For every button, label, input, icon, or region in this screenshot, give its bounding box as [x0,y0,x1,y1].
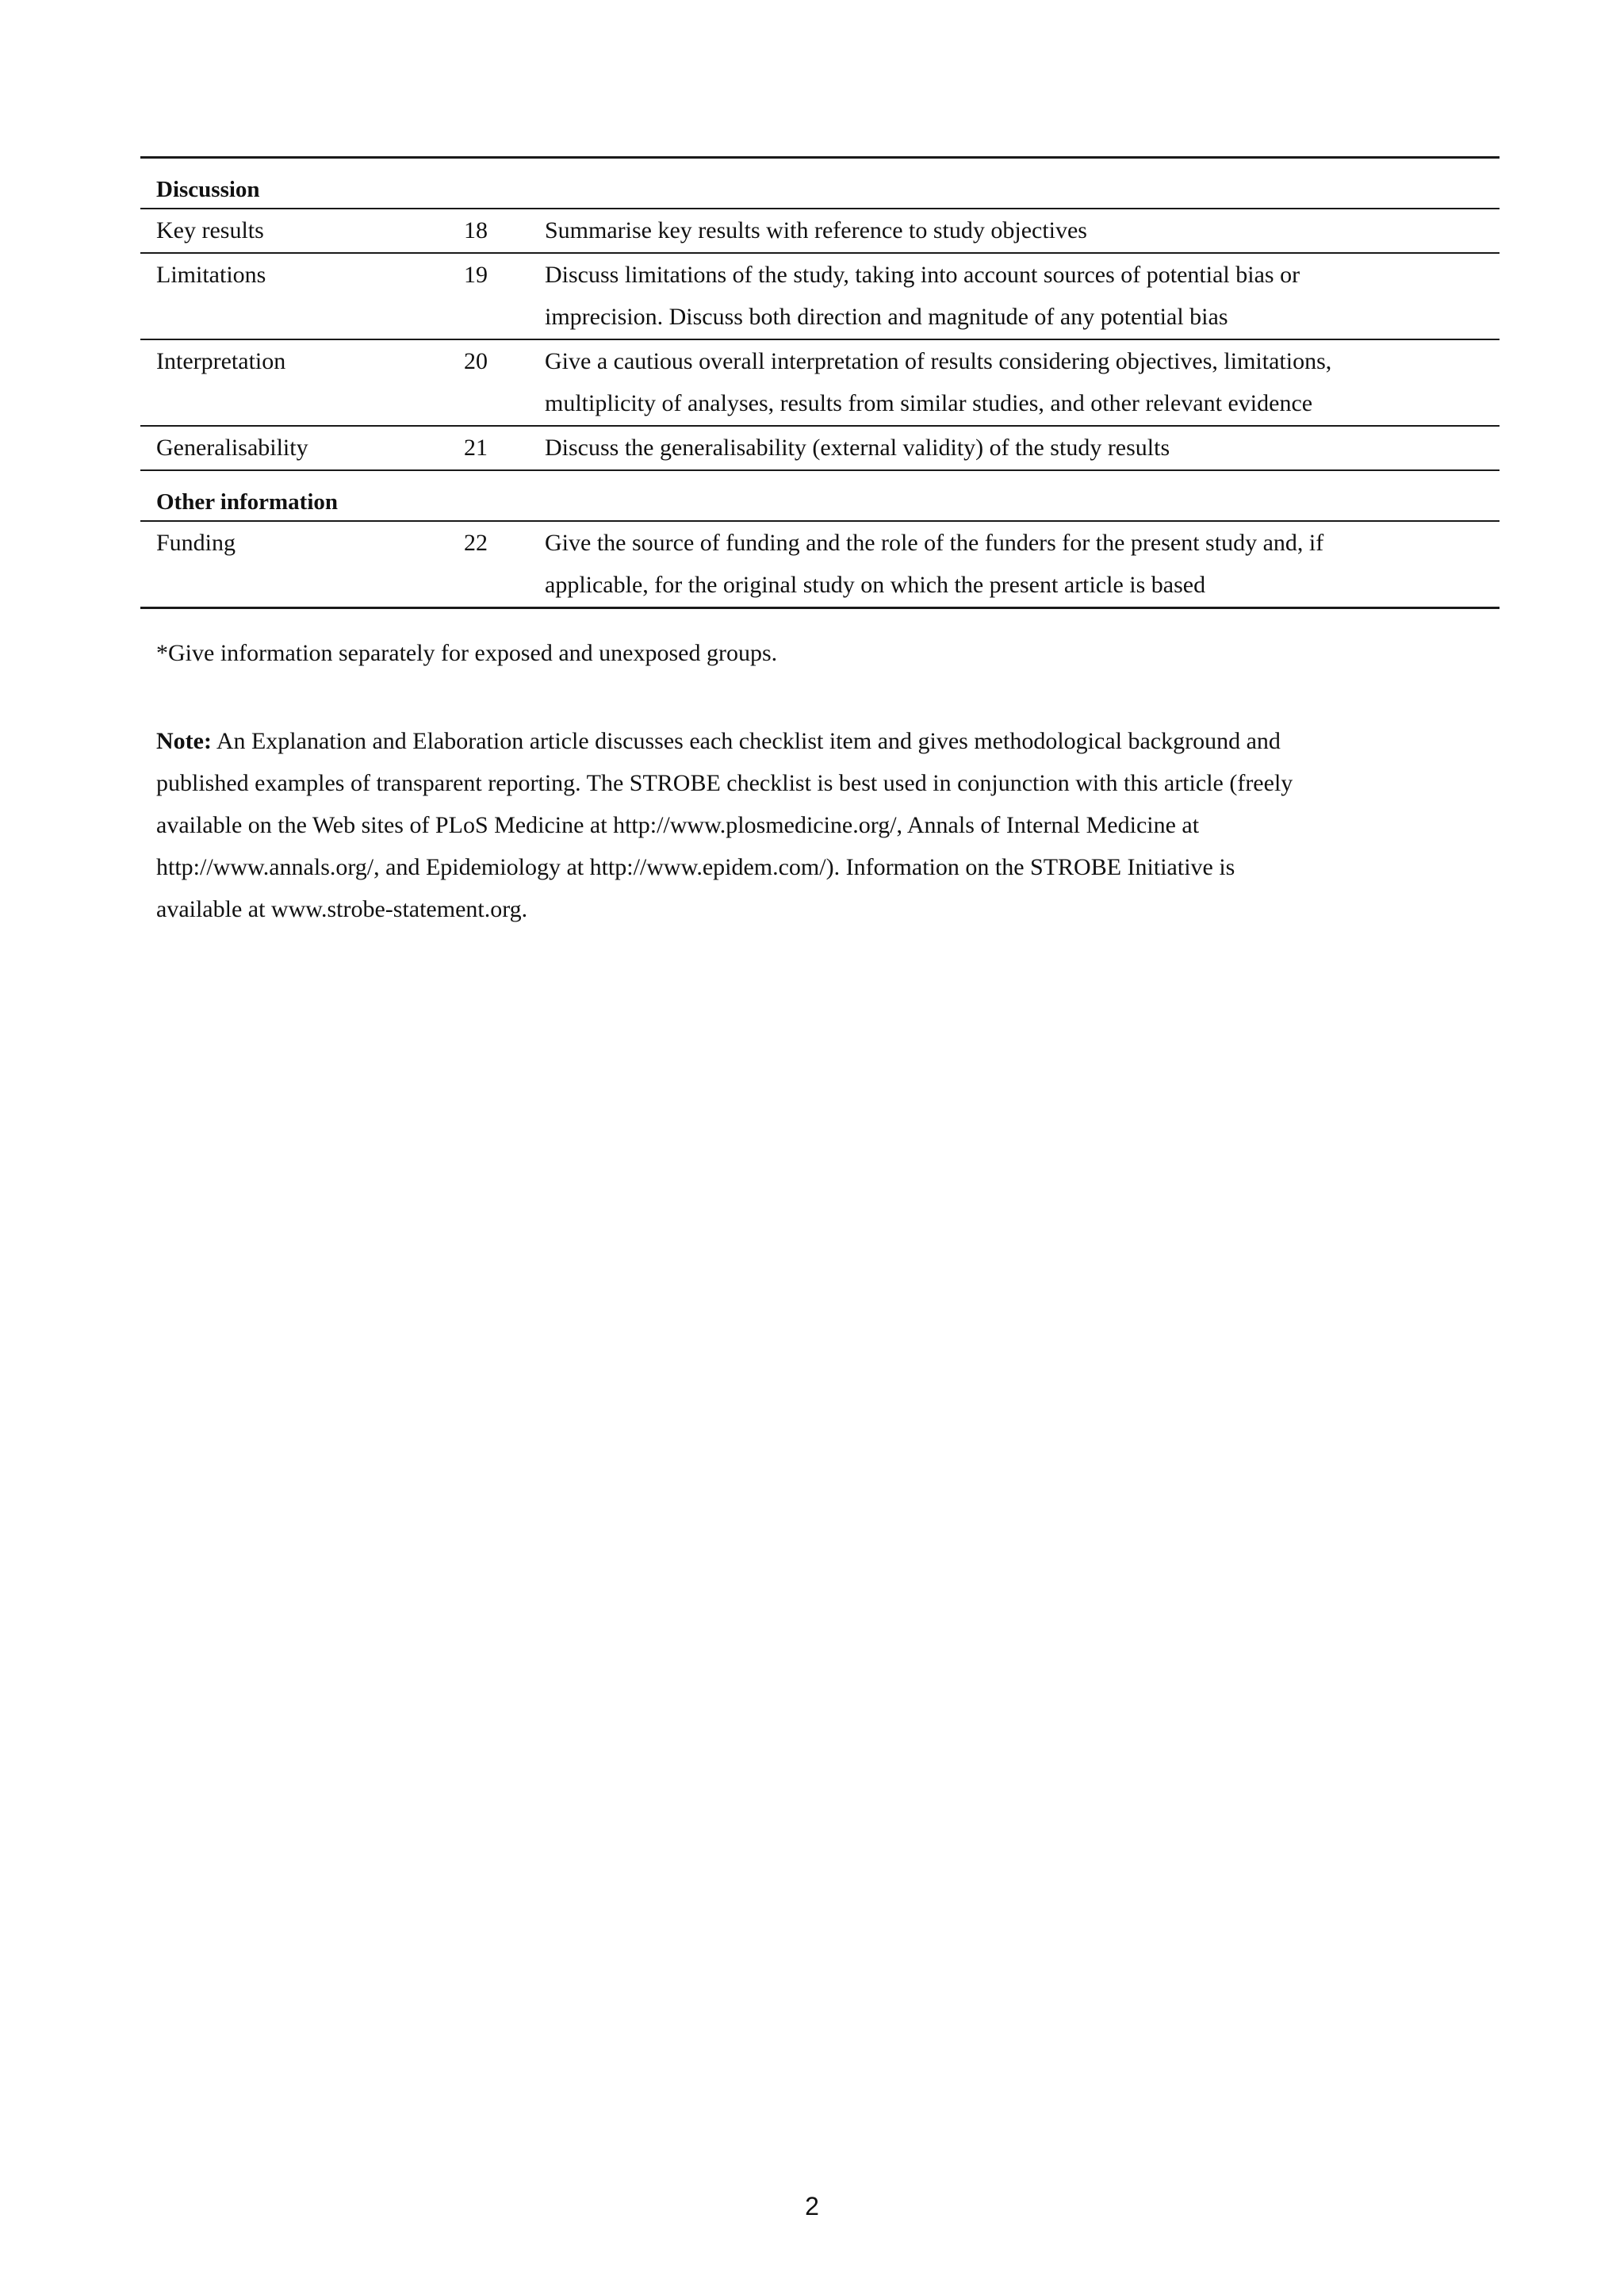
item-topic: Funding [156,530,236,556]
recommendation-line: applicable, for the original study on which the present article is based [545,572,1206,598]
note-label: Note: [156,728,212,754]
note-line: available on the Web sites of PLoS Medicine at http://www.plosmedicine.org/, Annals of Internal Medicine at [156,812,1200,838]
section-header-other-information [140,471,1500,522]
table-row [140,427,1500,471]
strobe-checklist-table [140,156,1500,609]
recommendation-line: Give the source of funding and the role of the funders for the present study and, if [545,530,1324,556]
table-row [140,340,1500,427]
item-topic: Limitations [156,262,266,288]
item-number: 21 [464,435,488,461]
item-number: 18 [464,217,488,243]
section-title: Discussion [156,177,260,202]
exposure-footnote: *Give information separately for exposed and unexposed groups. [156,640,778,666]
table-row [140,522,1500,607]
recommendation-line: Discuss limitations of the study, taking into account sources of potential bias or [545,262,1300,288]
item-recommendation [545,522,1488,607]
item-recommendation [545,340,1488,425]
note-text: An Explanation and Elaboration article discusses each checklist item and gives methodological background and [211,728,1281,754]
recommendation-line: imprecision. Discuss both direction and magnitude of any potential bias [545,304,1228,330]
note-line [156,720,1504,762]
item-recommendation [545,427,1488,469]
explanation-note [156,720,1504,930]
table-row [140,254,1500,340]
note-line: published examples of transparent reporting. The STROBE checklist is best used in conjunction with this article (freely [156,770,1293,796]
item-number: 19 [464,262,488,288]
section-header-discussion [140,159,1500,209]
recommendation-line: multiplicity of analyses, results from similar studies, and other relevant evidence [545,390,1313,416]
recommendation-line: Give a cautious overall interpretation of results considering objectives, limitations, [545,348,1332,374]
note-line: available at www.strobe-statement.org. [156,896,528,922]
item-number: 20 [464,348,488,374]
table-row [140,209,1500,254]
section-title: Other information [156,489,339,515]
item-topic: Key results [156,217,264,243]
recommendation-line: Discuss the generalisability (external validity) of the study results [545,435,1170,461]
item-topic: Interpretation [156,348,286,374]
note-line: http://www.annals.org/, and Epidemiology at http://www.epidem.com/). Information on the STROBE Initiative is [156,854,1235,880]
item-recommendation [545,254,1488,339]
item-number: 22 [464,530,488,556]
page-number: 2 [805,2192,819,2220]
item-recommendation [545,209,1488,252]
item-topic: Generalisability [156,435,308,461]
recommendation-line: Summarise key results with reference to study objectives [545,217,1087,243]
